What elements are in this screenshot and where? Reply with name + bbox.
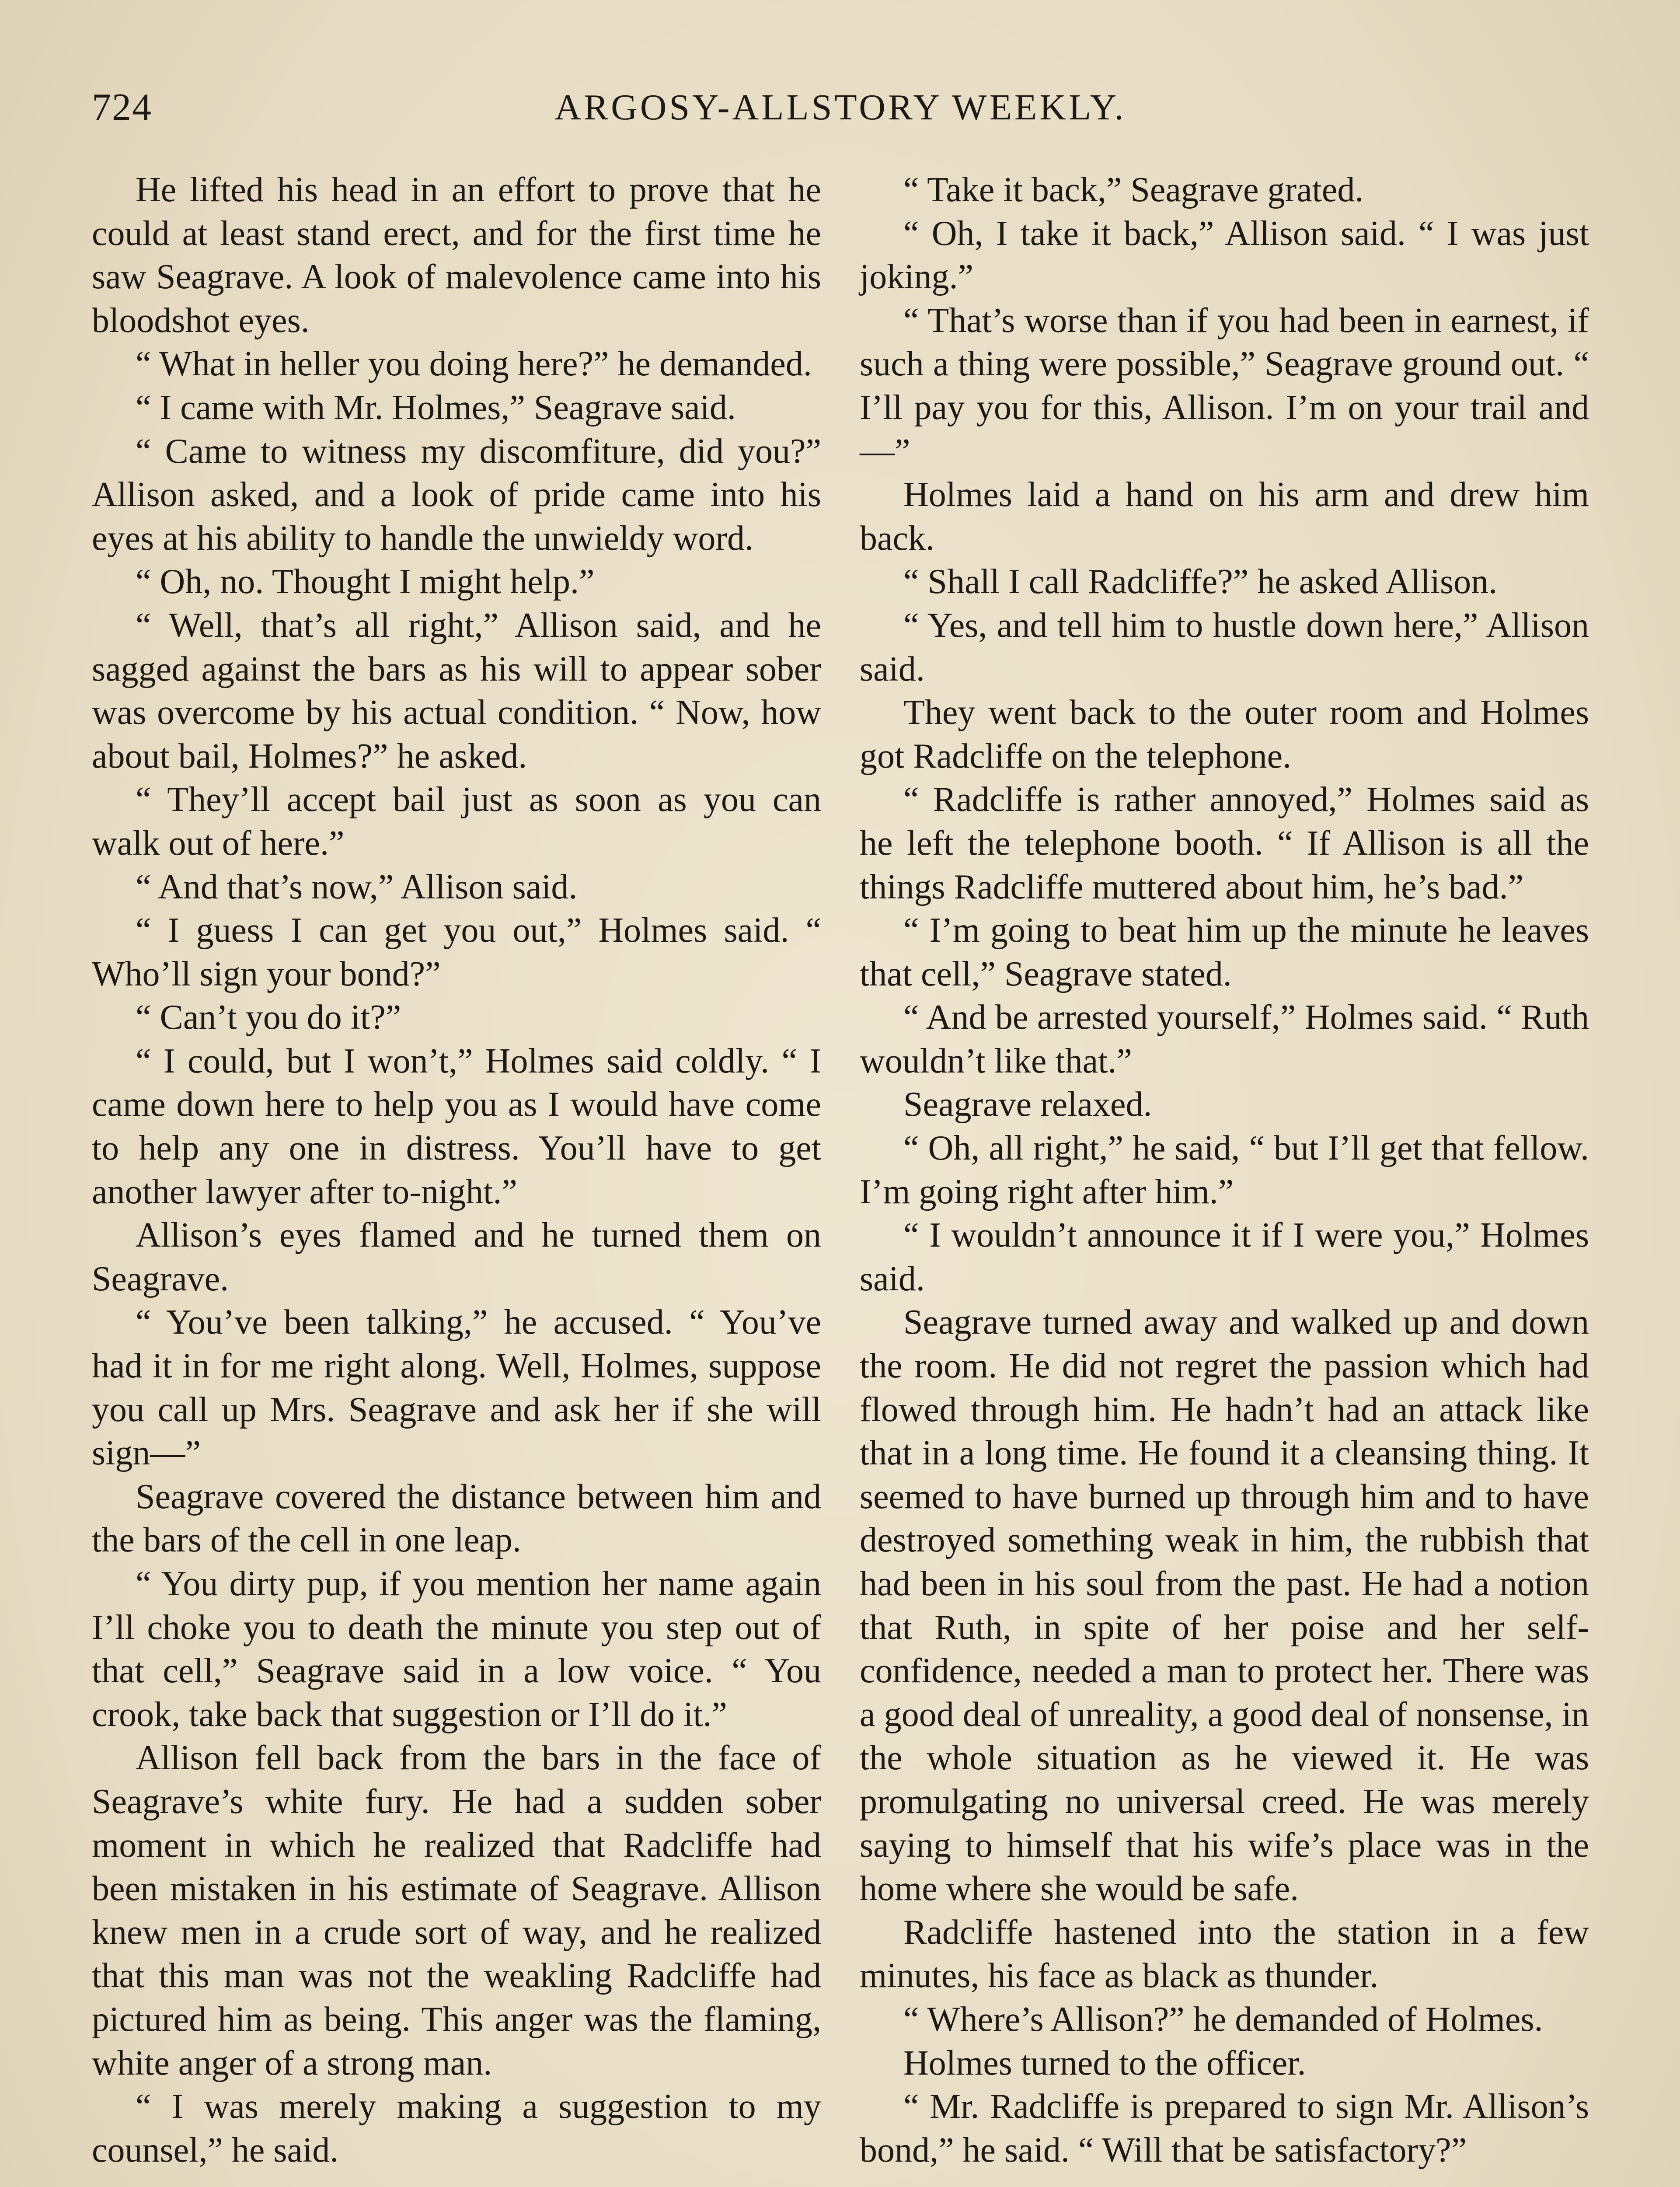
paragraph: “ You’ve been talking,” he accused. “ You’ve had it in for me right along. Well, Holmes, suppose you call up Mrs. Seagrave and ask her if she will sign—” bbox=[92, 1303, 821, 1473]
paragraph: “ Well, that’s all right,” Allison said, and he sagged against the bars as his will to appear sober was overcome by his actual condition. “ Now, how about bail, Holmes?” he asked. bbox=[92, 606, 821, 776]
paragraph: “ They’ll accept bail just as soon as you can walk out of here.” bbox=[92, 780, 821, 863]
paragraph: “ I could, but I won’t,” Holmes said coldly. “ I came down here to help you as I would have come to help any one in distress. You’ll have to get another lawyer after to-night.” bbox=[92, 1041, 821, 1211]
paragraph: “ I was merely making a suggestion to my counsel,” he said. bbox=[92, 2087, 821, 2170]
paragraph: They went back to the outer room and Holmes got Radcliffe on the telephone. bbox=[860, 693, 1589, 776]
page-header bbox=[92, 86, 1589, 134]
paragraph: “ Came to witness my discomfiture, did you?” Allison asked, and a look of pride came into his eyes at his ability to handle the unwieldy word. bbox=[92, 432, 821, 558]
paragraph: “ That’s worse than if you had been in earnest, if such a thing were possible,” Seagrave ground out. “ I’ll pay you for this, Allison. I’m on your trail and—” bbox=[860, 301, 1589, 471]
paragraph: “ Oh, no. Thought I might help.” bbox=[136, 562, 595, 601]
paragraph: Allison’s eyes flamed and he turned them on Seagrave. bbox=[92, 1216, 821, 1298]
paragraph: Seagrave covered the distance between him and the bars of the cell in one leap. bbox=[92, 1477, 821, 1560]
paragraph: “ Oh, all right,” he said, “ but I’ll get that fellow. I’m going right after him.” bbox=[860, 1129, 1589, 1211]
paragraph: “ Oh, I take it back,” Allison said. “ I was just joking.” bbox=[860, 214, 1589, 297]
left-column bbox=[92, 168, 821, 2172]
paragraph: “ Where’s Allison?” he demanded of Holmes. bbox=[903, 2000, 1543, 2039]
paragraph: “ Take it back,” Seagrave grated. bbox=[903, 171, 1364, 209]
paragraph: “ Yes, and tell him to hustle down here,” Allison said. bbox=[860, 606, 1589, 688]
paragraph: Holmes laid a hand on his arm and drew him back. bbox=[860, 475, 1589, 558]
paragraph: “ I’m going to beat him up the minute he leaves that cell,” Seagrave stated. bbox=[860, 911, 1589, 993]
paragraph: Seagrave turned away and walked up and down the room. He did not regret the passion which had flowed through him. He hadn’t had an attack like that in a long time. He found it a cleansing thing. It seemed to have burned up through him and to have destroyed something weak in him, the rubbish that had been in his soul from the past. He had a notion that Ruth, in spite of her poise and her self-confidence, needed a man to protect her. There was a good deal of unreality, a good deal of nonsense, in the whole situation as he viewed it. He was promulgating no universal creed. He was merely saying to himself that his wife’s place was in the home where she would be safe. bbox=[860, 1303, 1589, 1908]
running-title: ARGOSY-ALLSTORY WEEKLY. bbox=[554, 87, 1126, 128]
right-column bbox=[860, 168, 1589, 2172]
paragraph: “ I wouldn’t announce it if I were you,” Holmes said. bbox=[860, 1216, 1589, 1298]
paragraph: “ Mr. Radcliffe is prepared to sign Mr. Allison’s bond,” he said. “ Will that be satisfactory?” bbox=[860, 2087, 1589, 2170]
paragraph: He lifted his head in an effort to prove that he could at least stand erect, and for the first time he saw Seagrave. A look of malevolence came into his bloodshot eyes. bbox=[92, 171, 821, 340]
paragraph: Holmes turned to the officer. bbox=[903, 2044, 1306, 2082]
paragraph: Radcliffe hastened into the station in a few minutes, his face as black as thunder. bbox=[860, 1913, 1589, 1995]
paragraph: “ Shall I call Radcliffe?” he asked Allison. bbox=[903, 562, 1498, 601]
page-number: 724 bbox=[92, 86, 152, 129]
paragraph: “ Radcliffe is rather annoyed,” Holmes said as he left the telephone booth. “ If Allison is all the things Radcliffe muttered about him, he’s bad.” bbox=[860, 780, 1589, 906]
paragraph: “ Can’t you do it?” bbox=[136, 998, 401, 1037]
paragraph: “ And be arrested yourself,” Holmes said. “ Ruth wouldn’t like that.” bbox=[860, 998, 1589, 1080]
paragraph: Seagrave relaxed. bbox=[903, 1085, 1152, 1124]
paragraph: “ I came with Mr. Holmes,” Seagrave said. bbox=[136, 388, 736, 427]
paragraph: “ You dirty pup, if you mention her name again I’ll choke you to death the minute you step out of that cell,” Seagrave said in a low voice. “ You crook, take back that suggestion or I’ll do it.” bbox=[92, 1565, 821, 1734]
paragraph: “ I guess I can get you out,” Holmes said. “ Who’ll sign your bond?” bbox=[92, 911, 821, 993]
paragraph: “ And that’s now,” Allison said. bbox=[136, 867, 578, 906]
paragraph: Allison fell back from the bars in the face of Seagrave’s white fury. He had a sudden sober moment in which he realized that Radcliffe had been mistaken in his estimate of Seagrave. Allison knew men in a crude sort of way, and he realized that this man was not the weakling Radcliffe had pictured him as being. This anger was the flaming, white anger of a strong man. bbox=[92, 1739, 821, 2082]
paragraph: “ What in heller you doing here?” he demanded. bbox=[136, 345, 812, 384]
